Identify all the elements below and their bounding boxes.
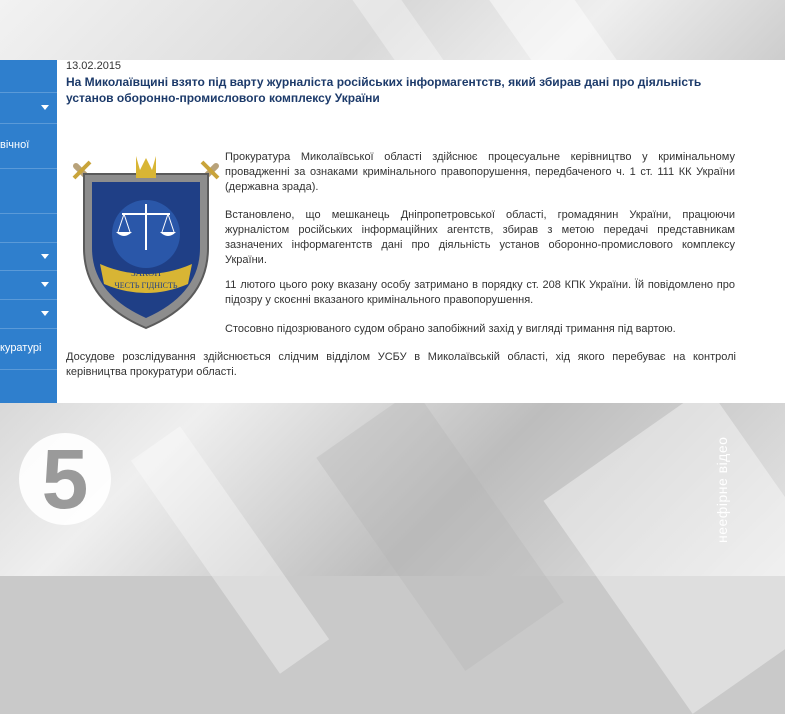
bg-stripe	[131, 426, 329, 673]
chevron-down-icon	[41, 311, 49, 316]
sidebar-item-label: куратурі	[0, 342, 42, 354]
sidebar-item[interactable]	[0, 124, 57, 169]
bg-stripe	[316, 389, 563, 671]
prosecutor-emblem	[70, 152, 222, 332]
article-paragraph: 11 лютого цього року вказану особу затримано в порядку ст. 208 КПК України. Їй повідомлено про підозру у скоєнні вказаного кримінального правопорушення.	[225, 279, 735, 306]
channel-logo-number: 5	[41, 432, 89, 526]
trident-icon	[136, 156, 156, 178]
article-paragraph: Стосовно підозрюваного судом обрано запобіжний захід у вигляді тримання під вартою.	[225, 323, 676, 335]
article-paragraph: Встановлено, що мешканець Дніпропетровської області, громадянин України, працюючи журналістом російських інформаційних агентств, збирав з метою передачі представникам зазначених інформагентств дані про діяльність установ оборонно-промислового комплексу України.	[225, 209, 735, 266]
chevron-down-icon	[41, 282, 49, 287]
article-paragraph: Досудове розслідування здійснюється слідчим відділом УСБУ в Миколаївській області, хід якого перебуває на контролі керівництва прокуратури області.	[66, 351, 736, 378]
sidebar-item[interactable]	[0, 214, 57, 243]
channel-5-logo	[14, 430, 116, 528]
sidebar-item[interactable]	[0, 271, 57, 300]
sidebar-item[interactable]	[0, 300, 57, 329]
sidebar-item[interactable]	[0, 169, 57, 214]
sidebar-item[interactable]	[0, 93, 57, 124]
sidebar-menu	[0, 60, 57, 403]
sidebar-item[interactable]	[0, 243, 57, 271]
bg-stripe	[544, 386, 785, 714]
emblem-text: ЧЕСТЬ ГІДНІСТЬ	[114, 281, 178, 290]
chevron-down-icon	[41, 105, 49, 110]
sidebar-item[interactable]	[0, 60, 57, 93]
article-title[interactable]: На Миколаївщині взято під варту журналіста російських інформагентств, який збирав дані про діяльність установ оборонно-промислового комплексу України	[66, 75, 702, 105]
sidebar-item-label: вічної	[0, 139, 30, 151]
webpage-screenshot	[0, 60, 785, 403]
watermark-text: неефірне відео	[714, 436, 730, 543]
emblem-text: ЗАКОН	[131, 268, 161, 278]
article-date: 13.02.2015	[66, 60, 122, 72]
sidebar-item[interactable]	[0, 370, 57, 403]
sidebar-item[interactable]	[0, 329, 57, 370]
chevron-down-icon	[41, 254, 49, 259]
article-paragraph: Прокуратура Миколаївської області здійснює процесуальне керівництво у кримінальному провадженні за ознаками кримінального правопорушення, передбаченого ч. 1 ст. 111 КК України (державна зрада).	[225, 151, 735, 193]
watermark	[710, 405, 732, 545]
